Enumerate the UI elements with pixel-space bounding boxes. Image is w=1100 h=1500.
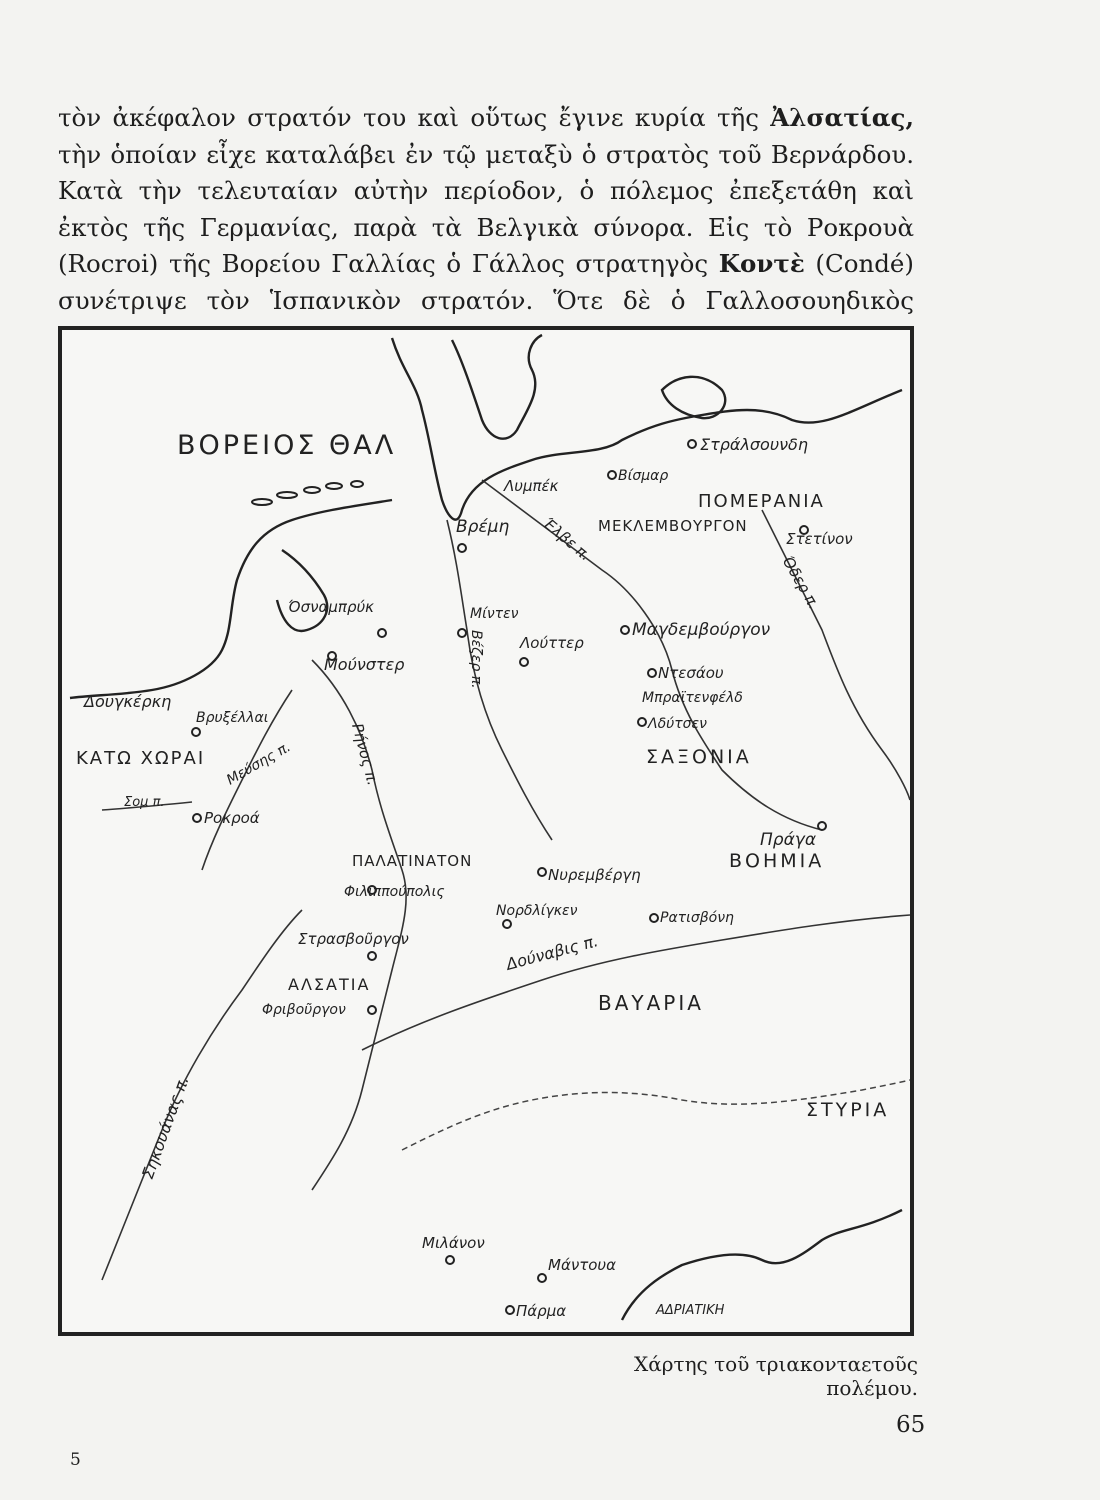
- region-label: ΣΑΞΟΝΙΑ: [646, 746, 752, 768]
- city-label: Βρέμη: [456, 517, 510, 537]
- sea-label: ΒΟΡΕΙΟΣ ΘΑΛ: [177, 430, 397, 461]
- city-label: Μίντεν: [470, 606, 519, 622]
- text-line: (Rocroi) τῆς Βορείου Γαλλίας ὁ Γάλλος στρατηγὸς Κοντὲ (Condé): [58, 249, 914, 279]
- river-label: Όδερ π.: [778, 553, 824, 613]
- city-label: Πράγα: [760, 830, 817, 850]
- region-label: ΠΑΛΑΤΙΝΑΤΟΝ: [352, 852, 473, 870]
- city-markers: [192, 440, 826, 1314]
- map-svg: [62, 330, 910, 1332]
- page-number: 65: [896, 1412, 926, 1438]
- river-weser: [447, 520, 552, 840]
- region-label: ΒΑΥΑΡΙΑ: [598, 991, 704, 1015]
- body-paragraph: [58, 100, 914, 320]
- city-label: Μιλάνον: [422, 1234, 485, 1252]
- region-label: ΚΑΤΩ ΧΩΡΑΙ: [76, 748, 206, 769]
- river-danube: [362, 915, 910, 1050]
- city-label: Ντεσάου: [658, 664, 724, 682]
- river-label: Έλβε π.: [539, 514, 595, 565]
- river-label: Δούναβις π.: [504, 931, 601, 974]
- map-figure: [58, 326, 914, 1336]
- city-label: Στρασβοῦργον: [298, 930, 409, 948]
- city-label: Όσναμπρύκ: [288, 598, 374, 616]
- river-label: Σηκουάνας π.: [137, 1073, 193, 1182]
- city-label: Στράλσουνδη: [700, 435, 808, 454]
- city-label: Μπραϊτενφέλδ: [642, 690, 743, 706]
- text-line: Κατὰ τὴν τελευταίαν αὐτὴν περίοδον, ὁ πόλεμος ἐπεξετάθη καὶ: [58, 176, 914, 206]
- city-label: Νορδλίγκεν: [496, 903, 578, 919]
- city-label: Δουγκέρκη: [84, 692, 172, 711]
- city-label: Βίσμαρ: [618, 468, 669, 484]
- city-label: Ροκροά: [204, 809, 260, 827]
- region-label: ΑΛΣΑΤΙΑ: [288, 975, 371, 994]
- city-label: Βρυξέλλαι: [196, 710, 269, 726]
- river-oder: [762, 510, 910, 800]
- city-label: Μαγδεμβούργον: [632, 620, 771, 640]
- city-label: Φριβοῦργον: [262, 1002, 346, 1018]
- denmark: [452, 335, 542, 439]
- text-line: τὴν ὁποίαν εἶχε καταλάβει ἐν τῷ μεταξὺ ὁ στρατὸς τοῦ Βερνάρδου.: [58, 139, 914, 169]
- city-label: Λούττερ: [520, 634, 584, 652]
- text-line: τὸν ἀκέφαλον στρατόν του καὶ οὕτως ἔγινε κυρία τῆς Ἀλσατίας,: [58, 103, 914, 132]
- region-label: ΜΕΚΛΕΜΒΟΥΡΓΟΝ: [598, 517, 748, 535]
- city-label: Μούνστερ: [324, 655, 405, 674]
- text-line: ἐκτὸς τῆς Γερμανίας, παρὰ τὰ Βελγικὰ σύνορα. Εἰς τὸ Ροκρουὰ: [58, 212, 914, 242]
- region-label: ΣΤΥΡΙΑ: [806, 1099, 890, 1121]
- river-label: Μεύσης π.: [224, 739, 294, 789]
- city-label: Λυμπέκ: [504, 477, 559, 495]
- region-label: ΒΟΗΜΙΑ: [729, 850, 825, 872]
- city-label: Λδύτσεν: [648, 716, 707, 732]
- city-label: Στετίνον: [786, 530, 853, 548]
- text-line: συνέτριψε τὸν Ἱσπανικὸν στρατόν. Ὅτε δὲ ὁ Γαλλοσουηδικὸς: [58, 285, 914, 315]
- river-label: Σομ π.: [124, 795, 165, 810]
- city-label: Μάντουα: [548, 1256, 616, 1274]
- signature-mark: 5: [70, 1450, 81, 1470]
- river-seine: [102, 910, 302, 1280]
- map-caption: Χάρτης τοῦ τριακονταετοῦς πολέμου.: [634, 1352, 918, 1400]
- frisian-islands: [252, 481, 363, 505]
- zuiderzee: [277, 550, 327, 631]
- city-label: Ρατισβόνη: [660, 910, 734, 926]
- region-label: ΠΟΜΕΡΑΝΙΑ: [698, 491, 825, 512]
- river-label: Ρήνος π.: [348, 721, 382, 788]
- city-label: Νυρεμβέργη: [548, 866, 641, 884]
- city-labels: [82, 435, 853, 1320]
- city-label: Πάρμα: [516, 1302, 567, 1320]
- city-label: Φιλιππούπολις: [344, 884, 445, 900]
- region-label: ΑΔΡΙΑΤΙΚΗ: [656, 1303, 725, 1318]
- north-sea-coast: [392, 338, 902, 520]
- river-label: Βέζερ π.: [468, 630, 484, 689]
